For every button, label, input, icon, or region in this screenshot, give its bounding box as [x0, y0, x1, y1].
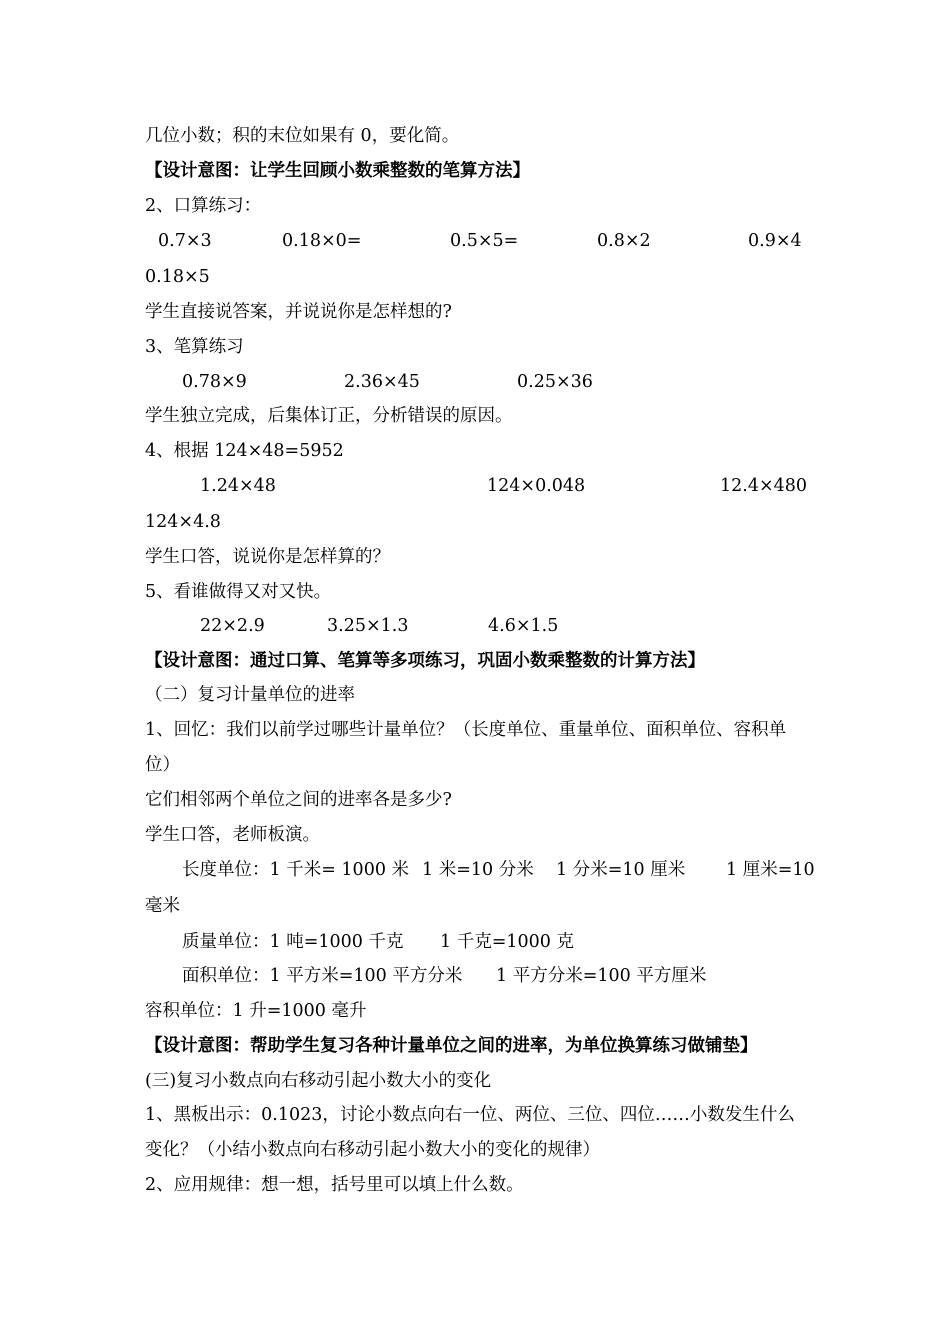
unit-conversion: 1 米=10 分米	[422, 860, 534, 880]
unit-conversion: 质量单位：1 吨=1000 千克	[182, 932, 404, 952]
mass-units-row	[0, 931, 950, 953]
text-line: 位）	[145, 755, 180, 775]
written-exercise-row	[0, 371, 950, 393]
expression: 0.18×0=	[282, 231, 362, 251]
section-heading: 2、口算练习：	[145, 196, 262, 216]
expression: 0.25×36	[517, 372, 593, 392]
section-heading: 5、看谁做得又对又快。	[145, 582, 332, 602]
section-heading: 3、笔算练习	[145, 337, 244, 357]
unit-conversion: 1 平方分米=100 平方厘米	[496, 966, 707, 986]
expression: 2.36×45	[344, 372, 420, 392]
unit-conversion: 1 厘米=10	[726, 860, 815, 880]
length-units-row	[0, 859, 950, 881]
section-heading: (三)复习小数点向右移动引起小数大小的变化	[145, 1071, 492, 1091]
expression: 124×0.048	[487, 476, 586, 496]
derived-exercise-row	[0, 475, 950, 497]
expression: 4.6×1.5	[488, 616, 559, 636]
text-line: 容积单位：1 升=1000 毫升	[145, 1001, 367, 1021]
area-units-row	[0, 965, 950, 987]
expression: 1.24×48	[200, 476, 276, 496]
expression: 0.9×4	[748, 231, 802, 251]
expression: 0.7×3	[158, 231, 212, 251]
unit-conversion: 面积单位：1 平方米=100 平方分米	[182, 966, 463, 986]
unit-conversion: 长度单位：1 千米= 1000 米	[182, 860, 410, 880]
design-intent: 【设计意图：通过口算、笔算等多项练习，巩固小数乘整数的计算方法】	[145, 651, 705, 671]
text-line: 1、黑板出示：0.1023，讨论小数点向右一位、两位、三位、四位……小数发生什么	[145, 1105, 795, 1125]
expression: 124×4.8	[145, 512, 221, 532]
text-line: 几位小数；积的末位如果有 0，要化简。	[145, 126, 460, 146]
oral-exercise-row	[0, 230, 950, 252]
text-line: 学生直接说答案，并说说你是怎样想的?	[145, 302, 452, 322]
expression: 0.78×9	[182, 372, 247, 392]
text-line: 学生口答，老师板演。	[145, 825, 320, 845]
section-heading: 4、根据 124×48=5952	[145, 441, 344, 461]
text-line: 2、应用规律：想一想，括号里可以填上什么数。	[145, 1175, 524, 1195]
expression: 3.25×1.3	[327, 616, 409, 636]
unit-conversion: 1 千克=1000 克	[440, 932, 574, 952]
text-line: 毫米	[145, 896, 180, 916]
expression: 22×2.9	[200, 616, 265, 636]
speed-exercise-row	[0, 615, 950, 637]
design-intent: 【设计意图：让学生回顾小数乘整数的笔算方法】	[145, 161, 530, 181]
text-line: 它们相邻两个单位之间的进率各是多少?	[145, 790, 452, 810]
text-line: 变化？（小结小数点向右移动引起小数大小的变化的规律）	[145, 1140, 600, 1160]
unit-conversion: 1 分米=10 厘米	[556, 860, 686, 880]
expression: 12.4×480	[720, 476, 808, 496]
section-heading: （二）复习计量单位的进率	[145, 685, 355, 705]
text-line: 1、回忆：我们以前学过哪些计量单位？（长度单位、重量单位、面积单位、容积单	[145, 720, 787, 740]
text-line: 学生独立完成，后集体订正，分析错误的原因。	[145, 406, 513, 426]
design-intent: 【设计意图：帮助学生复习各种计量单位之间的进率，为单位换算练习做铺垫】	[145, 1036, 758, 1056]
expression: 0.5×5=	[450, 231, 519, 251]
text-line: 学生口答，说说你是怎样算的？	[145, 547, 390, 567]
expression: 0.18×5	[145, 267, 210, 287]
expression: 0.8×2	[597, 231, 651, 251]
